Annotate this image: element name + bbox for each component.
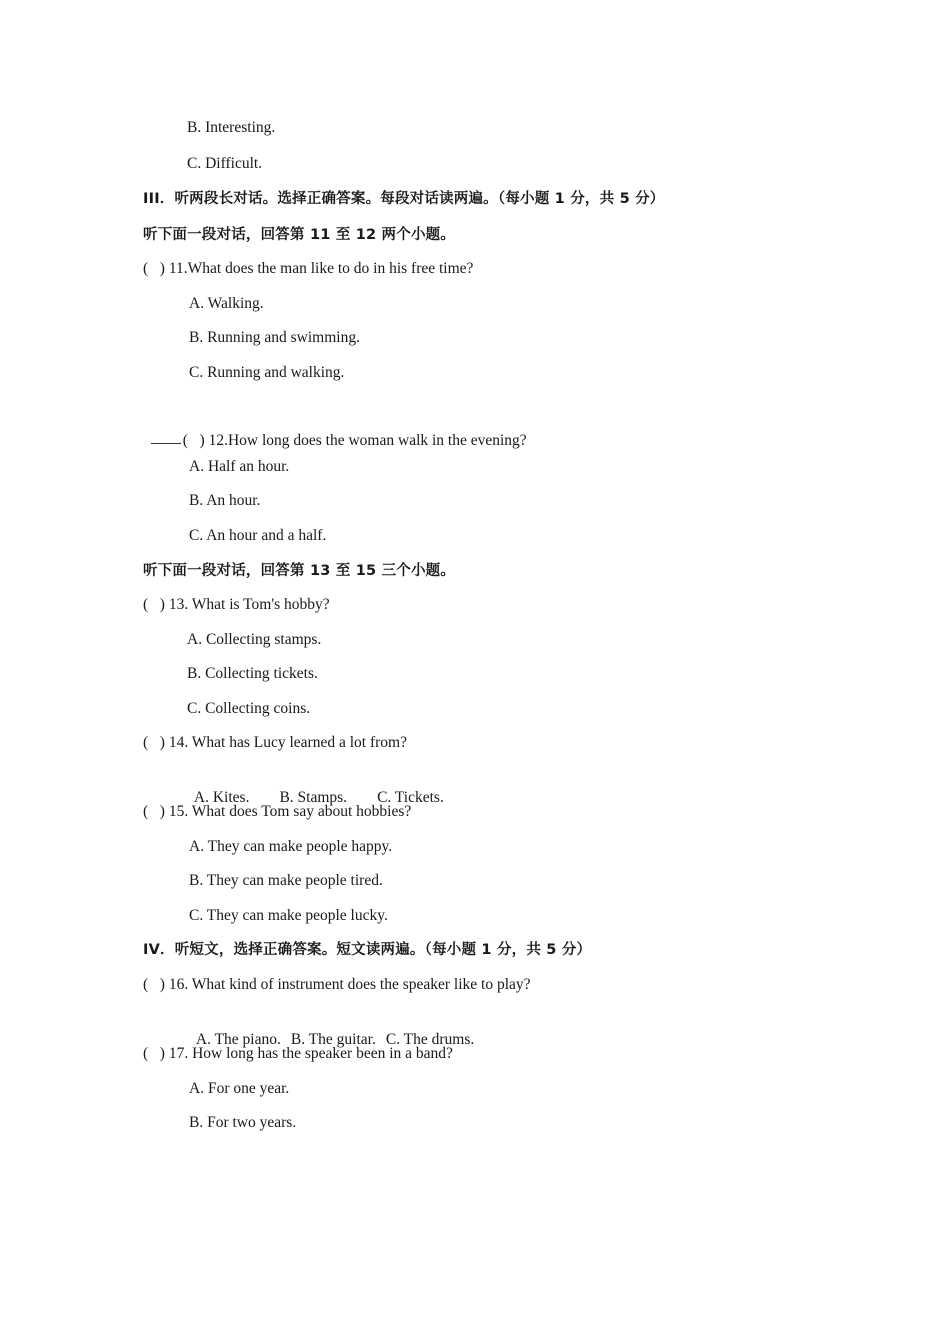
question-stem: ( ) 11.What does the man like to do in his free time? [143,260,474,277]
option-text: A. For one year. [189,1080,290,1097]
option-text: C. Difficult. [187,155,263,172]
option-text: C. Tickets. [377,789,444,806]
option-text: A. Walking. [189,295,264,312]
section-heading: III．听两段长对话。选择正确答案。每段对话读两遍。（每小题 1 分，共 5 分） [143,191,665,207]
option-text: A. Kites. [193,789,250,806]
option-text: C. Running and walking. [189,364,345,381]
option-text: A. Half an hour. [189,458,290,475]
option-text: B. They can make people tired. [189,872,383,889]
option-text: B. Stamps. [279,789,348,806]
option-text: A. They can make people happy. [189,838,393,855]
question-stem: ( ) 14. What has Lucy learned a lot from? [143,734,407,751]
option-text: B. For two years. [189,1114,297,1131]
option-text: C. The drums. [385,1031,475,1048]
option-text: C. An hour and a half. [189,527,327,544]
option-text: B. Running and swimming. [189,329,360,346]
dialog-intro: 听下面一段对话，回答第 13 至 15 三个小题。 [143,563,456,579]
option-text: A. The piano. [195,1031,281,1048]
option-text: B. Interesting. [187,119,276,136]
question-row [143,411,527,451]
question-stem: ( ) 17. How long has the speaker been in a band? [143,1045,453,1062]
option-text: B. Collecting tickets. [187,665,318,682]
question-stem: ( ) 13. What is Tom's hobby? [143,596,330,613]
question-stem: ( ) 16. What kind of instrument does the speaker like to play? [143,976,531,993]
option-text: A. Collecting stamps. [187,631,322,648]
question-stem: ( ) 15. What does Tom say about hobbies? [143,803,412,820]
option-text: C. Collecting coins. [187,700,311,717]
option-text: C. They can make people lucky. [189,907,388,924]
question-stem: ( ) 12.How long does the woman walk in the evening? [182,432,527,449]
answer-blank-line [151,431,181,444]
section-heading: IV．听短文，选择正确答案。短文读两遍。（每小题 1 分，共 5 分） [143,942,592,958]
option-text: B. The guitar. [290,1031,376,1048]
option-text: B. An hour. [189,492,261,509]
dialog-intro: 听下面一段对话，回答第 11 至 12 两个小题。 [143,227,456,243]
